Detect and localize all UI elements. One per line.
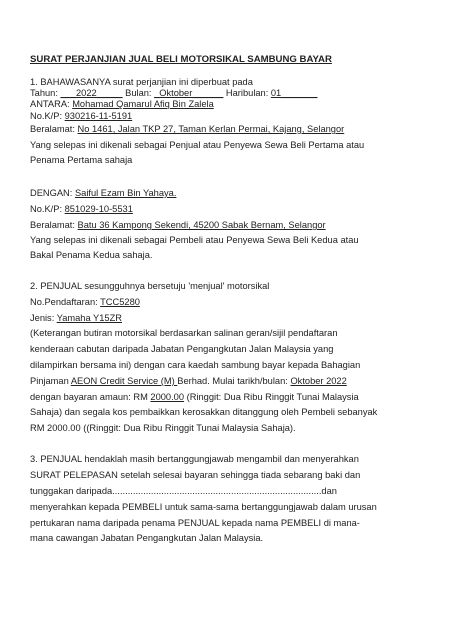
lender-name: AEON Credit Service (M)	[70, 376, 178, 386]
seller-ic-value: 930216-11-5191	[64, 111, 133, 121]
seller-ic-line	[30, 110, 132, 122]
buyer-address-line	[30, 219, 326, 231]
seller-name: Mohamad Qamarul Afiq Bin Zalela	[72, 99, 214, 109]
amount-label: dengan bayaran amaun: RM	[30, 392, 151, 402]
registration-value: TCC5280	[100, 297, 140, 307]
model-line	[30, 312, 122, 324]
haribulan-value: 01_______	[270, 88, 318, 98]
tahun-label: Tahun:	[30, 88, 61, 98]
section-3-line-6: mana cawangan Jabatan Pengangkutan Jalan Malaysia.	[30, 533, 264, 543]
seller-address-line	[30, 123, 344, 135]
haribulan-label: Haribulan:	[223, 88, 271, 98]
section-2-para-line-3: dilampirkan bersama ini) dengan cara kaedah sambung bayar kepada Bahagian	[30, 360, 361, 370]
amount-words: (Ringgit: Dua Ribu Ringgit Tunai Malaysia	[184, 392, 359, 402]
antara-label: ANTARA:	[30, 99, 73, 109]
bulan-label: Bulan:	[122, 88, 155, 98]
registration-label: No.Pendaftaran:	[30, 297, 101, 307]
section-3-line-4: menyerahkan kepada PEMBELI untuk sama-sama bertanggungjawab dalam urusan	[30, 502, 377, 512]
buyer-name: Saiful Ezam Bin Yahaya.	[74, 188, 177, 198]
tahun-value: ___2022_____	[60, 88, 123, 98]
buyer-ic-label: No.K/P:	[30, 204, 65, 214]
pinjaman-text: Pinjaman	[30, 376, 71, 386]
antara-line	[30, 98, 214, 110]
model-value: Yamaha Y15ZR	[56, 313, 122, 323]
section-2-para-line-1: (Keterangan butiran motorsikal berdasarkan salinan geran/sijil pendaftaran	[30, 328, 338, 338]
seller-ic-label: No.K/P:	[30, 111, 65, 121]
section-2-para-line-4	[30, 375, 347, 387]
section-3-line-2: SURAT PELEPASAN setelah selesai bayaran sehingga tiada sebarang baki dan	[30, 470, 361, 480]
seller-desc-line-2: Penama Pertama sahaja	[30, 155, 133, 165]
section-2-para-line-5	[30, 391, 359, 403]
section-2-intro: 2. PENJUAL sesungguhnya bersetuju 'menjual' motorsikal	[30, 281, 270, 291]
section-2-para-line-6: Sahaja) dan segala kos pembaikkan kerosakkan ditanggung oleh Pembeli sebanyak	[30, 407, 378, 417]
start-month: Oktober 2022	[290, 376, 347, 386]
buyer-ic-line	[30, 203, 133, 215]
section-2-para-line-2: kenderaan cabutan daripada Jabatan Pengangkutan Jalan Malaysia yang	[30, 344, 334, 354]
section-3-line-3: tunggakan daripada.................................................................................dan	[30, 486, 337, 496]
seller-address-value: No 1461, Jalan TKP 27, Taman Kerlan Permai, Kajang, Selangor	[77, 124, 345, 134]
buyer-address-value: Batu 36 Kampong Sekendi, 45200 Sabak Bernam, Selangor	[77, 220, 326, 230]
buyer-desc-line-1: Yang selepas ini dikenali sebagai Pembeli atau Penyewa Sewa Beli Kedua atau	[30, 235, 359, 245]
amount-value: 2000.00	[150, 392, 185, 402]
buyer-desc-line-2: Bakal Penama Kedua sahaja.	[30, 250, 153, 260]
buyer-address-label: Beralamat:	[30, 220, 78, 230]
section-3-line-1: 3. PENJUAL hendaklah masih bertanggungjawab mengambil dan menyerahkan	[30, 454, 359, 464]
bulan-value: _Oktober______	[154, 88, 224, 98]
mulai-text: Berhad. Mulai tarikh/bulan:	[177, 376, 291, 386]
section-1-intro: 1. BAHAWASANYA surat perjanjian ini diperbuat pada	[30, 77, 253, 87]
seller-desc-line-1: Yang selepas ini dikenali sebagai Penjual atau Penyewa Sewa Beli Pertama atau	[30, 140, 365, 150]
buyer-ic-value: 851029-10-5531	[64, 204, 133, 214]
section-2-para-line-7: RM 2000.00 ((Ringgit: Dua Ribu Ringgit Tunai Malaysia Sahaja).	[30, 423, 296, 433]
document-title: SURAT PERJANJIAN JUAL BELI MOTORSIKAL SAMBUNG BAYAR	[30, 54, 332, 65]
section-3-line-5: pertukaran nama daripada penama PENJUAL kepada nama PEMBELI di mana-	[30, 518, 360, 528]
seller-address-label: Beralamat:	[30, 124, 78, 134]
dengan-label: DENGAN:	[30, 188, 75, 198]
registration-line	[30, 296, 140, 308]
model-label: Jenis:	[30, 313, 57, 323]
dengan-line	[30, 187, 176, 199]
